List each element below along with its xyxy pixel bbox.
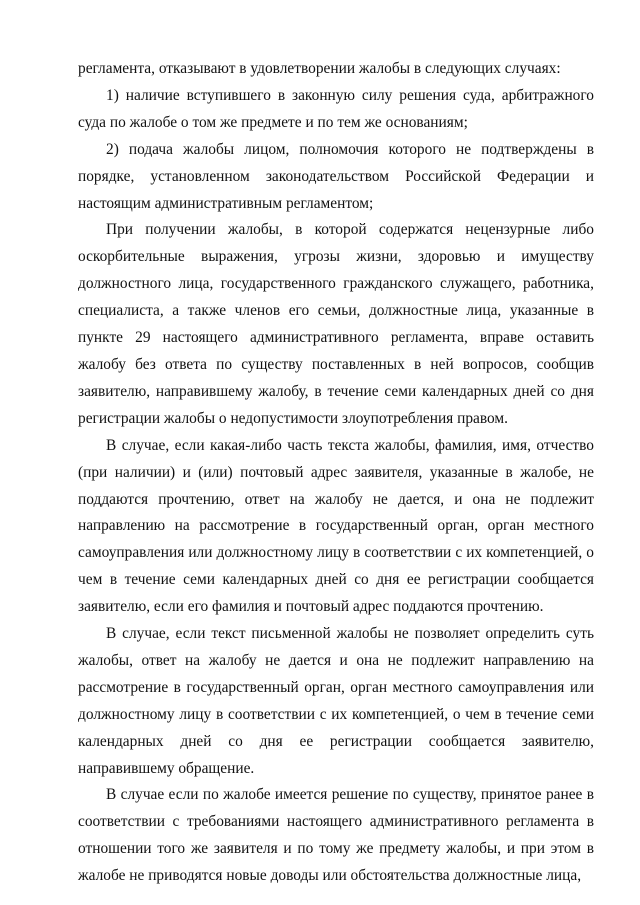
- paragraph-1: регламента, отказывают в удовлетворении жалобы в следующих случаях:: [78, 60, 561, 77]
- paragraph-3: 2) подача жалобы лицом, полномочия которого не подтверждены в порядке, установленном законодательством Российской Федерации и настоящим административным регламентом;: [78, 140, 594, 212]
- paragraph-4: При получении жалобы, в которой содержатся нецензурные либо оскорбительные выражения, угрозы жизни, здоровью и имуществу должностного лица, государственного гражданского служащего, работника, специалиста, а также членов его семьи, должностные лица, указанные в пункте 29 настоящего административного регламента, вправе оставить жалобу без ответа по существу поставленных в ней вопросов, сообщив заявителю, направившему жалобу, в течение семи календарных дней со дня регистрации жалобы о недопустимости злоупотребления правом.: [78, 221, 594, 427]
- paragraph-2: 1) наличие вступившего в законную силу решения суда, арбитражного суда по жалобе о том же предмете и по тем же основаниям;: [78, 86, 594, 131]
- document-body: [78, 56, 594, 890]
- paragraph-5: В случае, если какая-либо часть текста жалобы, фамилия, имя, отчество (при наличии) и (или) почтовый адрес заявителя, указанные в жалобе, не поддаются прочтению, ответ на жалобу не дается, и она не подлежит направлению на рассмотрение в государственный орган, орган местного самоуправления или должностному лицу в соответствии с их компетенцией, о чем в течение семи календарных дней со дня ее регистрации сообщается заявителю, если его фамилия и почтовый адрес поддаются прочтению.: [78, 436, 594, 616]
- paragraph-6: В случае, если текст письменной жалобы не позволяет определить суть жалобы, ответ на жалобу не дается и она не подлежит направлению на рассмотрение в государственный орган, орган местного самоуправления или должностному лицу в соответствии с их компетенцией, о чем в течение семи календарных дней со дня ее регистрации сообщается заявителю, направившему обращение.: [78, 625, 594, 777]
- paragraph-7: В случае если по жалобе имеется решение по существу, принятое ранее в соответствии с требованиями настоящего административного регламента в отношении того же заявителя и по тому же предмету жалобы, и при этом в жалобе не приводятся новые доводы или обстоятельства должностные лица,: [78, 786, 594, 885]
